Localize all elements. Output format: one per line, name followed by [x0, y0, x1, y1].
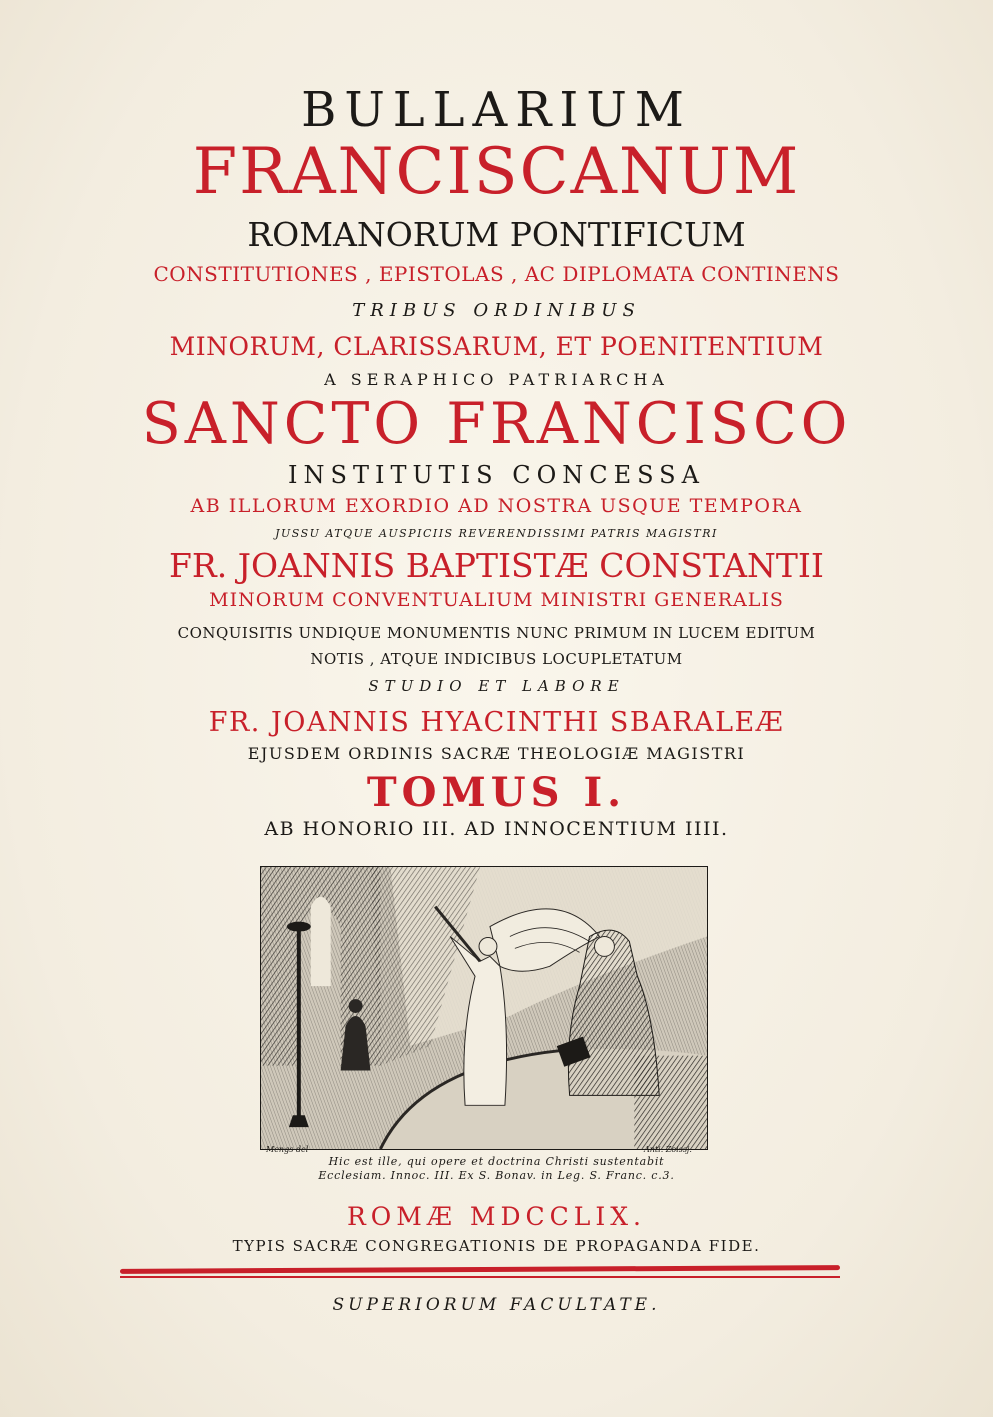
- title-bullarium: BULLARIUM: [301, 82, 692, 138]
- engraving-signature-right: Anti. Zoissj.: [644, 1145, 692, 1154]
- engraving-caption-line2: Ecclesiam. Innoc. III. Ex S. Bonav. in Leg. S. Franc. c.3.: [318, 1169, 675, 1182]
- red-rule-thin: [120, 1276, 840, 1278]
- author-sbaraleae: FR. JOANNIS HYACINTHI SBARALEÆ: [208, 707, 785, 738]
- subtitle-conquisitis: CONQUISITIS UNDIQUE MONUMENTIS NUNC PRIMUM IN LUCEM EDITUM: [177, 624, 816, 642]
- subtitle-institutis: INSTITUTIS CONCESSA: [288, 461, 705, 489]
- subtitle-ejusdem: EJUSDEM ORDINIS SACRÆ THEOLOGIÆ MAGISTRI: [247, 744, 746, 763]
- imprint-place-year: ROMÆ MDCCLIX.: [346, 1202, 646, 1231]
- title-franciscanum: FRANCISCANUM: [192, 135, 801, 209]
- subtitle-exordio: AB ILLORUM EXORDIO AD NOSTRA USQUE TEMPORA: [190, 495, 803, 517]
- imprint-license: SUPERIORUM FACULTATE.: [332, 1295, 661, 1315]
- red-rule-thick: [120, 1265, 840, 1274]
- engraving-illustration: [261, 867, 707, 1149]
- subtitle-notis: NOTIS , ATQUE INDICIBUS LOCUPLETATUM: [310, 650, 683, 668]
- subtitle-minorum: MINORUM, CLARISSARUM, ET POENITENTIUM: [169, 332, 824, 361]
- subtitle-studio: STUDIO ET LABORE: [368, 677, 625, 695]
- author-constantii: FR. JOANNIS BAPTISTÆ CONSTANTII: [169, 546, 824, 585]
- engraving-signature-left: Mengs del: [266, 1145, 309, 1154]
- subtitle-constitutiones: CONSTITUTIONES , EPISTOLAS , AC DIPLOMATA CONTINENS: [153, 262, 840, 286]
- subtitle-seraphico: A SERAPHICO PATRIARCHA: [324, 370, 669, 389]
- volume-range: AB HONORIO III. AD INNOCENTIUM IIII.: [264, 818, 729, 840]
- subtitle-romanorum: ROMANORUM PONTIFICUM: [247, 215, 746, 254]
- engraving-image: [260, 866, 708, 1150]
- imprint-printer: TYPIS SACRÆ CONGREGATIONIS DE PROPAGANDA FIDE.: [232, 1237, 761, 1255]
- engraving-caption-line1: Hic est ille, qui opere et doctrina Christi sustentabit: [328, 1155, 665, 1168]
- subtitle-tribus: TRIBUS ORDINIBUS: [352, 300, 641, 321]
- subtitle-conventualium: MINORUM CONVENTUALIUM MINISTRI GENERALIS: [209, 589, 784, 611]
- subtitle-jussu: JUSSU ATQUE AUSPICIIS REVERENDISSIMI PATRIS MAGISTRI: [275, 527, 718, 540]
- volume-number: TOMUS I.: [366, 769, 627, 816]
- title-sancto-francisco: SANCTO FRANCISCO: [141, 391, 852, 457]
